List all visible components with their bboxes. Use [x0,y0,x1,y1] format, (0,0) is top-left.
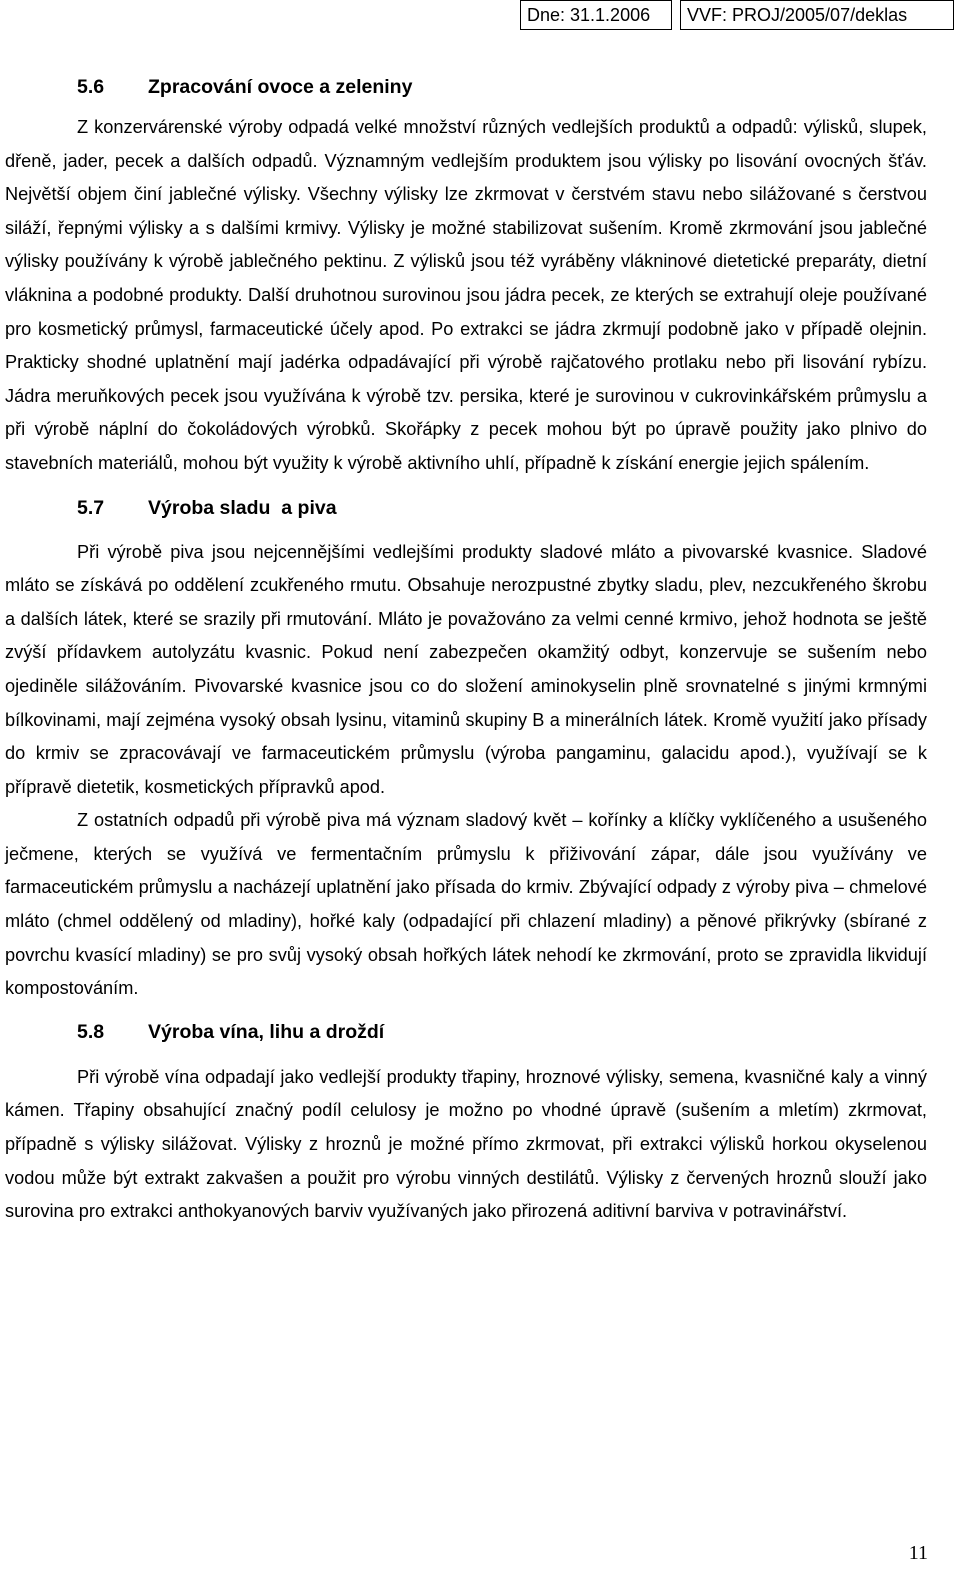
paragraph: Při výrobě piva jsou nejcennějšími vedlejšími produkty sladové mláto a pivovarské kvasnice. Sladové mláto se získává po oddělení zcukřeného rmutu. Obsahuje nerozpustné zbytky sladu, plev, nezcukřeného škrobu a dalších látek, které se srazily při rmutování. Mláto je považováno za velmi cenné krmivo, jehož hodnota se ještě zvýší přídavkem autolyzátu kvasnic. Pokud není zabezpečen okamžitý odbyt, konzervuje se sušením nebo ojediněle silážováním. Pivovarské kvasnice jsou co do složení aminokyselin plně srovnatelné s jinými krmnými bílkovinami, mají zejména vysoký obsah lysinu, vitaminů skupiny B a minerálních látek. Kromě využití jako přísady do krmiv se zpracovávají ve farmaceutickém průmyslu (výroba pangaminu, galacidu apod.), využívají se k přípravě dietetik, kosmetických přípravků apod. [5,541,927,797]
paragraph: Z ostatních odpadů při výrobě piva má význam sladový květ – kořínky a klíčky vyklíčeného a usušeného ječmene, kterých se využívá ve fermentačním průmyslu k přiživování zápar, dále jsou využívány ve farmaceutickém průmyslu a nacházejí uplatnění jako přísada do krmiv. Zbývající odpady z výroby piva – chmelové mláto (chmel oddělený od mladiny), hořké kaly (odpadající při chlazení mladiny) a pěnové přikrývky (sbírané z povrchu kvasící mladiny) se pro svůj vysoký obsah hořkých látek nehodí ke zkrmování, proto se zpravidla likvidují kompostováním. [5,810,927,999]
section-title: Výroba sladu a piva [148,496,337,519]
section-title: Výroba vína, lihu a droždí [148,1020,385,1043]
header-date: Dne: 31.1.2006 [520,0,672,30]
page-header [520,0,954,30]
section-number: 5.6 [77,76,105,98]
section-number: 5.8 [77,1020,105,1043]
section-heading [5,493,927,523]
paragraph: Při výrobě vína odpadají jako vedlejší produkty třapiny, hroznové výlisky, semena, kvasničné kaly a vinný kámen. Třapiny obsahující značný podíl celulosy je možno po vhodné úpravě (sušením a mletím) zkrmovat, případně s výlisky silážovat. Výlisky z hroznů je možné přímo zkrmovat, při extrakci výlisků horkou okyselenou vodou může být extrakt zakvašen a použit pro výrobu vinných destilátů. Výlisky z červených hroznů slouží jako surovina pro extrakci anthokyanových barviv využívaných jako přirozená aditivní barviva v potravinářství. [5,1066,927,1222]
section-heading [5,1017,927,1047]
document-body [5,72,927,1229]
header-reference: VVF: PROJ/2005/07/deklas [680,0,954,30]
page-number: 11 [908,1542,928,1564]
section-title: Zpracování ovoce a zeleniny [148,76,413,98]
section-number: 5.7 [77,496,105,519]
section-5-6 [5,72,927,481]
section-5-8 [5,1017,927,1229]
paragraph: Z konzervárenské výroby odpadá velké množství různých vedlejších produktů a odpadů: výlisků, slupek, dřeně, jader, pecek a dalších odpadů. Významným vedlejším produktem jsou výlisky po lisování ovocných šťáv. Největší objem činí jablečné výlisky. Všechny výlisky lze zkrmovat v čerstvém stavu nebo silážované s čerstvou siláží, řepnými výlisky a s dalšími krmivy. Výlisky je možné stabilizovat sušením. Kromě zkrmování jsou jablečné výlisky používány k výrobě jablečného pektinu. Z výlisků jsou též vyráběny vlákninové dietetické preparáty, dietní vláknina a podobné produkty. Další druhotnou surovinou jsou jádra pecek, ze kterých se extrahují oleje používané pro kosmetický průmysl, farmaceutické účely apod. Po extrakci se jádra zkrmují podobně jako v případě olejnin. Prakticky shodné uplatnění mají jadérka odpadávající při výrobě rajčatového protlaku nebo při lisování rybízu. Jádra meruňkových pecek jsou využívána k výrobě tzv. persika, které je surovinou v cukrovinkářském průmyslu a při výrobě náplní do čokoládových výrobků. Skořápky z pecek mohou být po úpravě použity jako plnivo do stavebních materiálů, mohou být využity k výrobě aktivního uhlí, případně k získání energie jejich spálením. [5,117,927,473]
section-heading [5,72,927,102]
section-5-7 [5,493,927,1006]
